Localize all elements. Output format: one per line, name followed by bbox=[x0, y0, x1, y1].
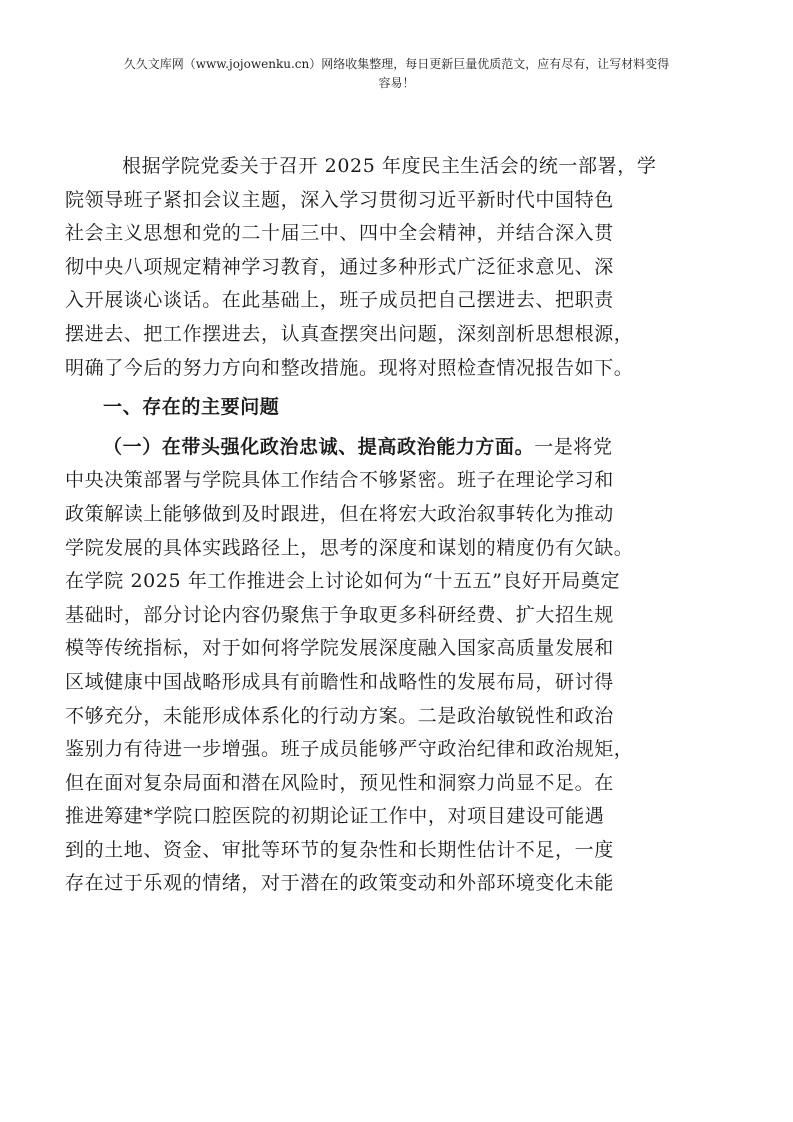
subsection-first-line-rest: 一是将党 bbox=[534, 435, 613, 458]
intro-line: 根据学院党委关于召开 2025 年度民主生活会的统一部署，学 bbox=[122, 155, 657, 177]
subsection-line: 模等传统指标，对于如何将学院发展深度融入国家高质量发展和 bbox=[65, 637, 614, 660]
header-line-1: 久久文库网（www.jojowenku.cn）网络收集整理，每日更新巨量优质范文，应有尽有，让写材料变得 bbox=[123, 57, 670, 71]
subsection-line: 中央决策部署与学院具体工作结合不够紧密。班子在理论学习和 bbox=[65, 469, 614, 492]
intro-line: 社会主义思想和党的二十届三中、四中全会精神，并结合深入贯 bbox=[65, 222, 614, 245]
subsection-line: 不够充分，未能形成体系化的行动方案。二是政治敏锐性和政治 bbox=[65, 704, 614, 727]
subsection-line: 存在过于乐观的情绪，对于潜在的政策变动和外部环境变化未能 bbox=[65, 872, 614, 895]
subsection-line: 基础时，部分讨论内容仍聚焦于争取更多科研经费、扩大招生规 bbox=[65, 603, 614, 626]
subsection-line: 但在面对复杂局面和潜在风险时，预见性和洞察力尚显不足。在 bbox=[65, 771, 614, 794]
subsection-paragraph bbox=[65, 431, 703, 901]
intro-line: 彻中央八项规定精神学习教育，通过多种形式广泛征求意见、深 bbox=[65, 255, 614, 278]
intro-line: 入开展谈心谈话。在此基础上，班子成员把自己摆进去、把职责 bbox=[65, 289, 614, 312]
subsection-line: 政策解读上能够做到及时跟进，但在将宏大政治叙事转化为推动 bbox=[65, 502, 614, 525]
subsection-title: （一）在带头强化政治忠诚、提高政治能力方面。 bbox=[103, 435, 535, 458]
intro-paragraph bbox=[65, 150, 703, 385]
subsection-line: 到的土地、资金、审批等环节的复杂性和长期性估计不足，一度 bbox=[65, 838, 614, 861]
header-line-2: 容易！ bbox=[378, 76, 415, 90]
section-heading: 一、存在的主要问题 bbox=[103, 396, 280, 419]
intro-line: 院领导班子紧扣会议主题，深入学习贯彻习近平新时代中国特色 bbox=[65, 188, 614, 211]
subsection-line: 在学院 2025 年工作推进会上讨论如何为“十五五”良好开局奠定 bbox=[65, 570, 621, 593]
subsection-first-line bbox=[65, 431, 703, 465]
intro-line: 明确了今后的努力方向和整改措施。现将对照检查情况报告如下。 bbox=[65, 356, 634, 379]
page-header bbox=[60, 55, 733, 93]
subsection-line: 鉴别力有待进一步增强。班子成员能够严守政治纪律和政治规矩， bbox=[65, 738, 634, 761]
subsection-line: 学院发展的具体实践路径上，思考的深度和谋划的精度仍有欠缺。 bbox=[65, 536, 634, 559]
subsection-line: 区域健康中国战略形成具有前瞻性和战略性的发展布局，研讨得 bbox=[65, 670, 614, 693]
document-body bbox=[65, 150, 703, 901]
subsection-line: 推进筹建*学院口腔医院的初期论证工作中，对项目建设可能遇 bbox=[65, 805, 605, 828]
intro-line: 摆进去、把工作摆进去，认真查摆突出问题，深刻剖析思想根源， bbox=[65, 322, 634, 345]
